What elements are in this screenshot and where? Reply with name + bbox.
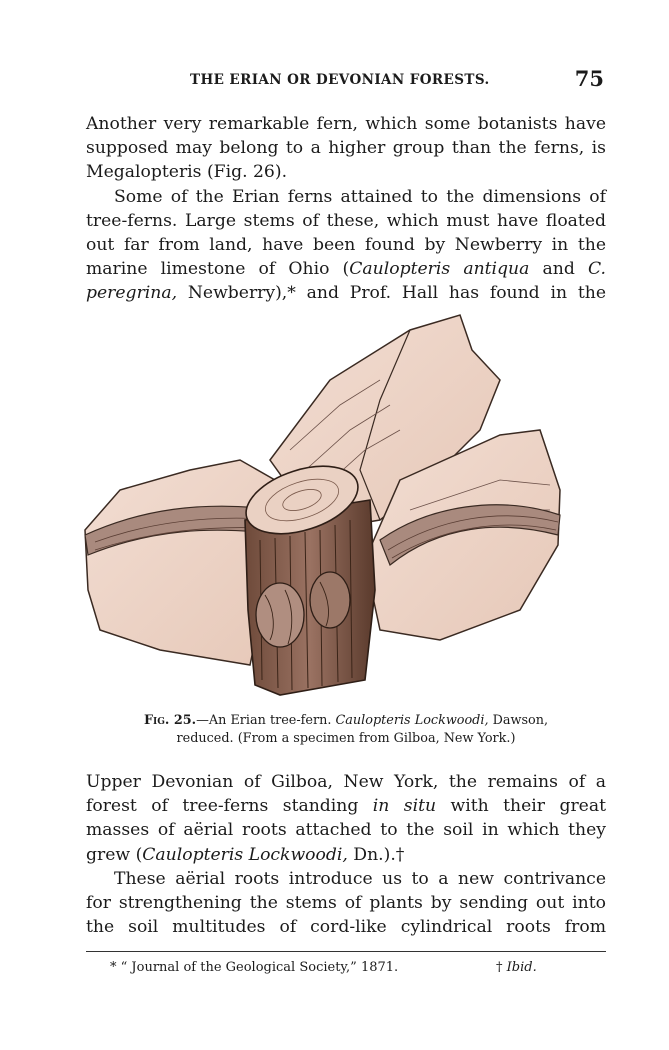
paragraph-gilboa — [86, 770, 606, 867]
text-run: with their great — [436, 796, 606, 817]
text-line — [86, 281, 606, 305]
species-name: Caulopteris Lockwoodi, — [335, 713, 489, 728]
page-header — [86, 66, 606, 96]
text-line: Another very remarkable fern, which some botanists have — [86, 114, 606, 134]
text-line: supposed may belong to a higher group than the ferns, is — [86, 138, 606, 159]
latin-phrase: in situ — [372, 796, 437, 817]
text-line: These aërial roots introduce us to a new contrivance — [114, 868, 606, 889]
text-run: Dn.).† — [347, 844, 405, 865]
figure-label: Fig. 25. — [143, 713, 197, 728]
top-text-block — [86, 112, 606, 306]
text-run: —An Erian tree-fern. — [196, 713, 336, 728]
species-name: Caulopteris antiqua — [349, 259, 530, 280]
paragraph-aerial-roots — [86, 867, 606, 940]
footnote-rule — [86, 951, 606, 952]
paragraph-megalopteris — [86, 112, 606, 185]
text-line: the soil multitudes of cord-like cylindrical roots from — [86, 917, 606, 938]
text-line: masses of aërial roots attached to the soil in which they — [86, 820, 606, 841]
text-run: and — [529, 259, 588, 280]
caption-line — [86, 712, 606, 730]
footnote-journal: * “ Journal of the Geological Society,” 1871. — [110, 960, 399, 975]
text-line: Some of the Erian ferns attained to the dimensions of — [114, 186, 606, 207]
text-run: Newberry),* and Prof. Hall has found in the — [177, 283, 606, 304]
text-line: out far from land, have been found by Newberry in the — [86, 235, 606, 256]
footnote-ibid — [496, 960, 537, 975]
caption-line: reduced. (From a specimen from Gilboa, New York.) — [176, 731, 516, 746]
text-run: Dawson, — [488, 713, 549, 728]
text-run: forest of tree-ferns standing — [86, 796, 373, 817]
text-run: marine limestone of Ohio ( — [86, 259, 350, 280]
footnote-text: Ibid. — [506, 960, 537, 975]
text-line — [86, 257, 606, 281]
species-name: C. — [587, 259, 606, 280]
species-name: peregrina, — [86, 283, 178, 304]
text-line — [86, 843, 606, 867]
footnote-mark: † — [496, 960, 507, 975]
bottom-text-block — [86, 770, 606, 939]
tree-fern-illustration — [80, 310, 570, 706]
text-line: Megalopteris (Fig. 26). — [86, 162, 288, 183]
root-bulb — [310, 572, 350, 628]
text-run: grew ( — [86, 844, 143, 865]
page-number: 75 — [574, 66, 604, 91]
text-line: for strengthening the stems of plants by sending out into — [86, 893, 606, 914]
species-name: Caulopteris Lockwoodi, — [142, 844, 348, 865]
paragraph-tree-ferns — [86, 185, 606, 306]
root-bulb — [256, 583, 304, 647]
running-head: THE ERIAN OR DEVONIAN FORESTS. — [190, 72, 490, 88]
text-line — [86, 794, 606, 818]
text-line: Upper Devonian of Gilboa, New York, the remains of a — [86, 772, 606, 792]
figure-caption — [86, 712, 606, 748]
text-line: tree-ferns. Large stems of these, which must have floated — [86, 210, 606, 231]
